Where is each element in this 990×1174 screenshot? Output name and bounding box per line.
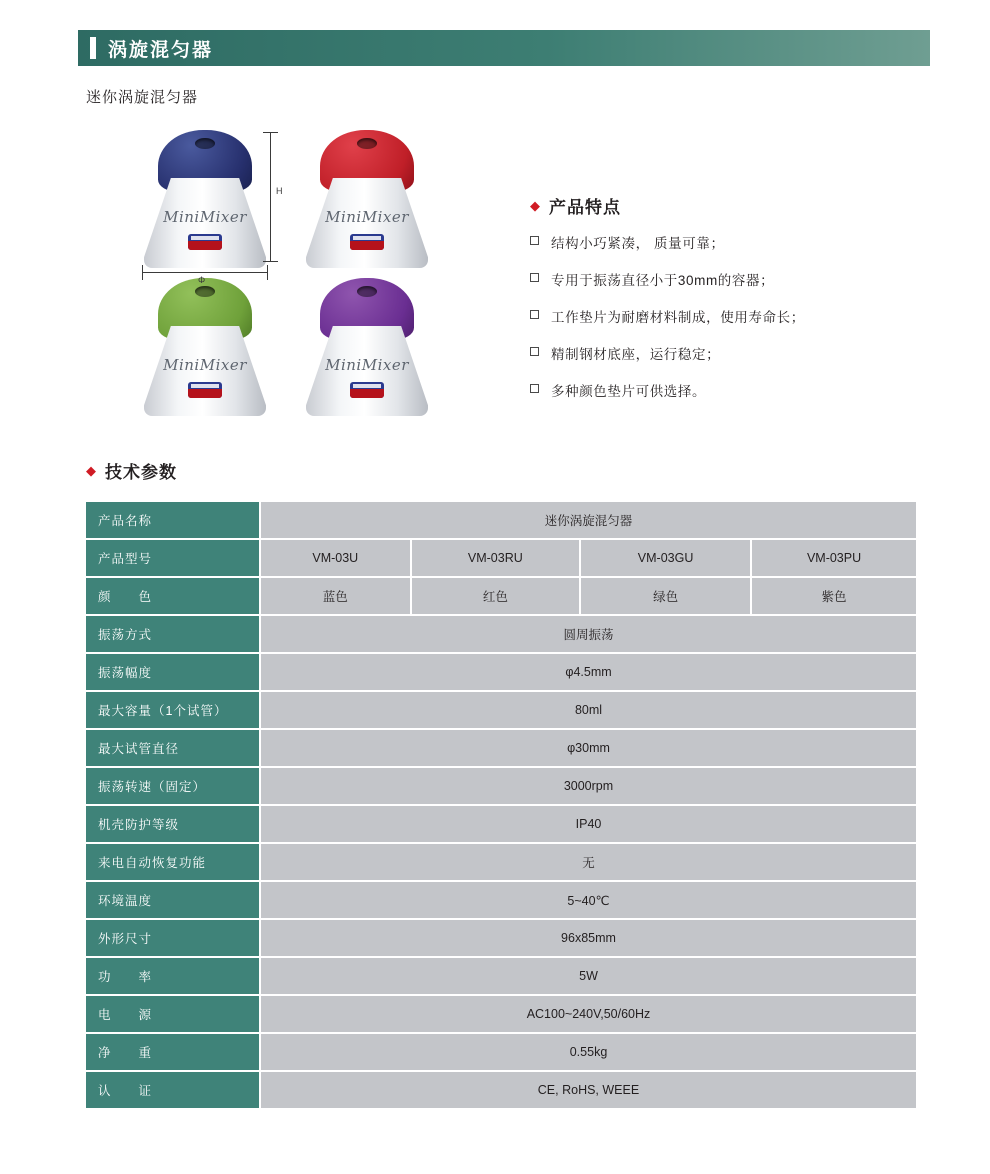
feature-text: 专用于振荡直径小于30mm的容器； [551, 273, 775, 288]
spec-value: φ4.5mm [261, 654, 916, 690]
features-section [530, 193, 950, 417]
blue-mixer-illustration [140, 130, 270, 280]
table-row [86, 882, 916, 918]
spec-label: 环境温度 [86, 882, 261, 918]
purple-mixer-illustration [302, 278, 432, 428]
features-heading-text: 产品特点 [549, 198, 621, 217]
feature-text: 多种颜色垫片可供选择。 [551, 384, 707, 399]
square-bullet-icon [530, 273, 539, 282]
spec-value: VM-03RU [412, 540, 582, 576]
height-dimension-label: H [276, 186, 283, 196]
list-item [530, 232, 950, 252]
feature-text: 工作垫片为耐磨材料制成，使用寿命长； [551, 310, 805, 325]
table-row [86, 1034, 916, 1070]
spec-label: 产品型号 [86, 540, 261, 576]
square-bullet-icon [530, 347, 539, 356]
spec-value: CE, RoHS, WEEE [261, 1072, 916, 1108]
spec-value: 80ml [261, 692, 916, 728]
list-item [530, 269, 950, 289]
table-row [86, 958, 916, 994]
spec-value: IP40 [261, 806, 916, 842]
table-row [86, 844, 916, 880]
features-heading [530, 193, 950, 218]
table-row [86, 768, 916, 804]
product-photo [130, 120, 490, 440]
list-item [530, 306, 950, 326]
red-mixer-illustration [302, 130, 432, 280]
page-title: 涡旋混匀器 [108, 39, 214, 61]
mixer-logo-icon [188, 234, 222, 250]
specifications-table [86, 500, 916, 1110]
spec-value: VM-03U [261, 540, 412, 576]
table-row [86, 654, 916, 690]
spec-label: 振荡转速（固定） [86, 768, 261, 804]
mixer-logo-icon [188, 382, 222, 398]
spec-value: 0.55kg [261, 1034, 916, 1070]
table-row [86, 616, 916, 652]
spec-value: 3000rpm [261, 768, 916, 804]
spec-label: 认 证 [86, 1072, 261, 1108]
spec-value: φ30mm [261, 730, 916, 766]
diamond-bullet-icon: ◆ [86, 463, 97, 478]
width-dimension-line [142, 272, 268, 273]
mixer-logo-icon [350, 234, 384, 250]
table-row [86, 730, 916, 766]
spec-value: 紫色 [752, 578, 916, 614]
spec-value: 蓝色 [261, 578, 412, 614]
spec-value: VM-03PU [752, 540, 916, 576]
spec-value: 红色 [412, 578, 582, 614]
green-mixer-illustration [140, 278, 270, 428]
diamond-bullet-icon: ◆ [530, 198, 541, 213]
spec-value: 96x85mm [261, 920, 916, 956]
specifications-table-body [86, 502, 916, 1108]
table-row [86, 502, 916, 538]
spec-value: 5W [261, 958, 916, 994]
square-bullet-icon [530, 384, 539, 393]
spec-label: 产品名称 [86, 502, 261, 538]
list-item [530, 343, 950, 363]
width-dimension-label: Φ [198, 275, 206, 285]
features-list [530, 232, 950, 400]
table-row [86, 920, 916, 956]
mixer-brand-label: MiniMixer [325, 208, 409, 226]
table-row [86, 578, 916, 614]
list-item [530, 380, 950, 400]
product-subtitle: 迷你涡旋混匀器 [86, 89, 199, 106]
spec-label: 净 重 [86, 1034, 261, 1070]
mixer-brand-label: MiniMixer [163, 208, 247, 226]
header-accent-bar [90, 37, 96, 59]
spec-label: 振荡方式 [86, 616, 261, 652]
table-row [86, 996, 916, 1032]
spec-label: 功 率 [86, 958, 261, 994]
table-row [86, 806, 916, 842]
spec-value: 5~40℃ [261, 882, 916, 918]
square-bullet-icon [530, 236, 539, 245]
feature-text: 精制钢材底座，运行稳定； [551, 347, 721, 362]
spec-value: AC100~240V,50/60Hz [261, 996, 916, 1032]
spec-label: 最大容量（1个试管） [86, 692, 261, 728]
mixer-brand-label: MiniMixer [163, 356, 247, 374]
feature-text: 结构小巧紧凑， 质量可靠； [551, 236, 725, 251]
mixer-logo-icon [350, 382, 384, 398]
spec-label: 电 源 [86, 996, 261, 1032]
spec-label: 颜 色 [86, 578, 261, 614]
table-row [86, 540, 916, 576]
mixer-brand-label: MiniMixer [325, 356, 409, 374]
table-row [86, 1072, 916, 1108]
page-header-band [78, 30, 930, 66]
spec-value: 绿色 [581, 578, 752, 614]
spec-value: 圆周振荡 [261, 616, 916, 652]
spec-label: 外形尺寸 [86, 920, 261, 956]
spec-value: 迷你涡旋混匀器 [261, 502, 916, 538]
spec-value: VM-03GU [581, 540, 752, 576]
height-dimension-line [270, 132, 271, 262]
spec-value: 无 [261, 844, 916, 880]
table-row [86, 692, 916, 728]
square-bullet-icon [530, 310, 539, 319]
specs-heading-text: 技术参数 [105, 463, 177, 482]
specs-heading [86, 458, 177, 483]
spec-label: 来电自动恢复功能 [86, 844, 261, 880]
spec-label: 机壳防护等级 [86, 806, 261, 842]
spec-label: 最大试管直径 [86, 730, 261, 766]
spec-label: 振荡幅度 [86, 654, 261, 690]
